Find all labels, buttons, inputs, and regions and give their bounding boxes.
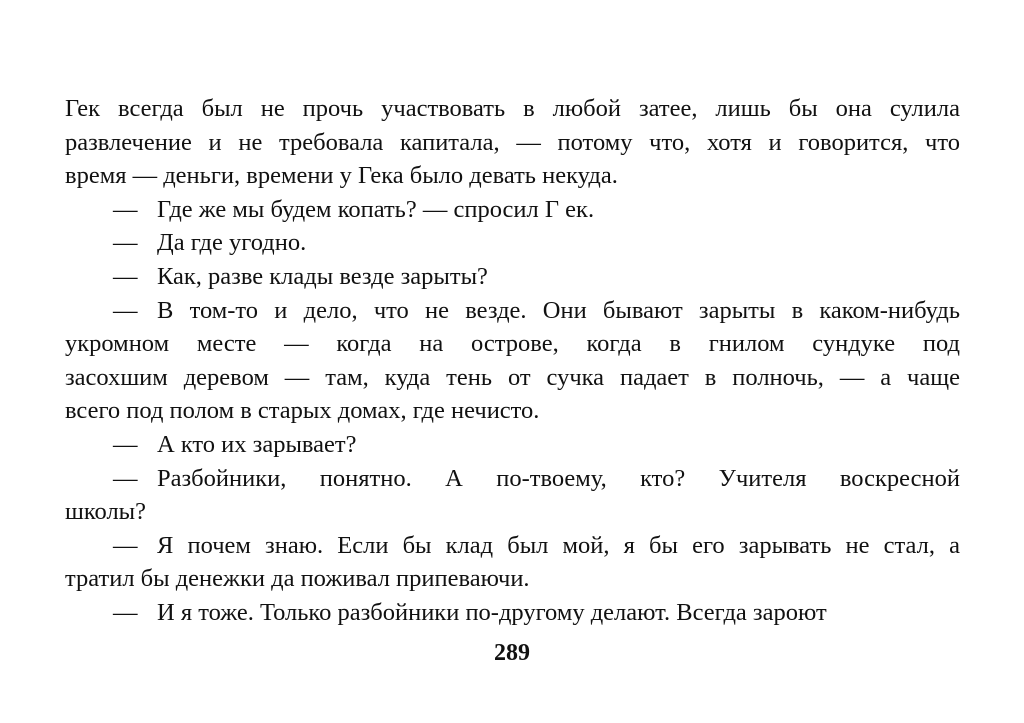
page-text bbox=[65, 92, 960, 630]
dialog-text: Я почем знаю. Если бы клад был мой, я бы его зарывать не стал, а bbox=[157, 531, 960, 559]
dialog-text: Как, разве клады везде зарыты? bbox=[157, 262, 488, 290]
text-line-13: школы? bbox=[65, 498, 147, 526]
text-line-10: всего под полом в старых домах, где нечисто. bbox=[65, 397, 540, 425]
dialog-line-4 bbox=[65, 294, 960, 328]
text-line-2: развлечение и не требовала капитала, — потому что, хотя и говорится, что bbox=[65, 128, 960, 156]
dialog-line-8 bbox=[65, 596, 960, 630]
dialog-text: Где же мы будем копать? — спросил Г ек. bbox=[157, 195, 595, 223]
dialog-dash: — bbox=[113, 195, 138, 223]
dialog-text: А кто их зарывает? bbox=[157, 430, 357, 458]
dialog-line-7 bbox=[65, 529, 960, 563]
dialog-text: В том-то и дело, что не везде. Они бывают зарыты в каком-нибудь bbox=[157, 296, 960, 324]
dialog-dash: — bbox=[113, 229, 138, 257]
text-line-1: Гек всегда был не прочь участвовать в любой затее, лишь бы она сулила bbox=[65, 95, 960, 122]
dialog-dash: — bbox=[113, 531, 138, 559]
dialog-line-2 bbox=[65, 226, 960, 260]
text-line-3: время — деньги, времени у Гека было девать некуда. bbox=[65, 162, 618, 190]
text-line-9: засохшим деревом — там, куда тень от сучка падает в полночь, — а чаще bbox=[65, 363, 960, 391]
dialog-line-5 bbox=[65, 428, 960, 462]
dialog-dash: — bbox=[113, 296, 138, 324]
text-line-8: укромном месте — когда на острове, когда в гнилом сундуке под bbox=[65, 330, 960, 358]
dialog-dash: — bbox=[113, 598, 138, 626]
dialog-line-1 bbox=[65, 193, 960, 227]
page-number: 289 bbox=[494, 640, 530, 666]
dialog-text: Да где угодно. bbox=[157, 229, 307, 257]
dialog-line-6 bbox=[65, 462, 960, 496]
text-line-15: тратил бы денежки да поживал припеваючи. bbox=[65, 565, 530, 593]
dialog-dash: — bbox=[113, 464, 138, 492]
dialog-text: И я тоже. Только разбойники по-другому делают. Всегда зароют bbox=[157, 598, 827, 626]
dialog-line-3 bbox=[65, 260, 960, 294]
dialog-dash: — bbox=[113, 430, 138, 458]
dialog-dash: — bbox=[113, 262, 138, 290]
dialog-text: Разбойники, понятно. А по-твоему, кто? Учителя воскресной bbox=[157, 464, 960, 492]
